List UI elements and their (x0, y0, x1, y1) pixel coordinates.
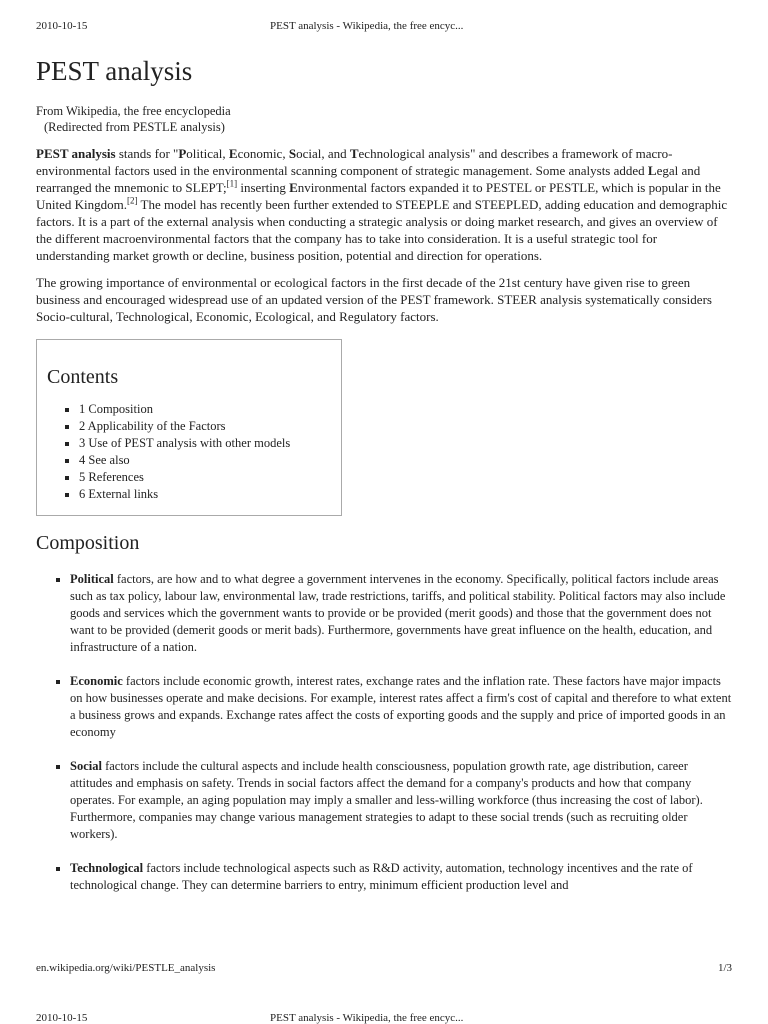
intro-paragraph (36, 145, 732, 264)
intro-text: ocial, and (296, 146, 350, 161)
site-subtitle (36, 103, 732, 135)
list-item (70, 571, 732, 656)
page-title: PEST analysis (36, 56, 193, 86)
factor-term: Social (70, 759, 102, 773)
factor-term: Economic (70, 674, 123, 688)
factor-term: Technological (70, 861, 144, 875)
letter-s: S (288, 146, 297, 161)
factor-term: Political (70, 572, 114, 586)
intro-text: The model has recently been further extended to STEEPLE and STEEPLED, adding education and demographic factors. It is a part of the external analysis when conducting a strategic analysis or doing market research, and gives an overview of the different macroenvironmental factors that the company has to take into consideration. It is a useful strategic tool for understanding market growth or decline, business position, potential and direction for operations. (36, 197, 728, 263)
letter-t: T (349, 146, 359, 161)
composition-list (36, 571, 732, 894)
intro-text: inserting (237, 180, 290, 195)
print-title: PEST analysis - Wikipedia, the free encyc... (270, 20, 464, 32)
second-paragraph: The growing importance of environmental or ecological factors in the first decade of the 21st century have given rise to green business and encouraged widespread use of an updated version of the PEST framework. STEER analysis systematically considers Socio-cultural, Technological, Economic, Ecological, and Regulatory factors. (36, 275, 712, 324)
list-item (70, 673, 732, 741)
intro-text: olitical, (186, 146, 229, 161)
redirect-note: (Redirected from PESTLE analysis) (44, 120, 225, 134)
ref-1-link[interactable]: [1] (226, 178, 238, 189)
ref-2-link[interactable]: [2] (127, 195, 138, 206)
intro-term: PEST analysis (36, 146, 116, 161)
toc-heading: Contents (47, 366, 119, 388)
intro-text: stands for " (115, 146, 179, 161)
toc-item-references[interactable]: ▪ 5 References (79, 469, 341, 486)
factor-text: factors include the cultural aspects and include health consciousness, population growth rate, age distribution, career attitudes and emphasis on safety. Trends in social factors affect the demand for a company's products and how that company operates. For example, an aging population may imply a smaller and less-willing workforce (thus increasing the cost of labor). Furthermore, companies may change various management strategies to adapt to these social trends (such as recruiting older workers). (70, 759, 703, 841)
toc-item-external-links[interactable]: ▪ 6 External links (79, 486, 341, 503)
from-line: From Wikipedia, the free encyclopedia (36, 104, 231, 118)
print-date: 2010-10-15 (36, 20, 88, 32)
letter-p: P (178, 146, 187, 161)
toc-item-see-also[interactable]: ▪ 4 See also (79, 452, 341, 469)
toc-item-applicability[interactable]: ▪ 2 Applicability of the Factors (79, 418, 341, 435)
letter-e: E (228, 146, 238, 161)
list-item (70, 758, 732, 843)
toc-item-other-models[interactable]: ▪ 3 Use of PEST analysis with other models (79, 435, 341, 452)
factor-text: factors include technological aspects such as R&D activity, automation, technology incentives and the rate of technological change. They can determine barriers to entry, minimum efficient production level and (70, 861, 693, 892)
next-print-date: 2010-10-15 (36, 1012, 88, 1024)
intro-text: conomic, (237, 146, 289, 161)
factor-text: factors include economic growth, interest rates, exchange rates and the inflation rate. These factors have major impacts on how businesses operate and make decisions. For example, interest rates affect a firm's cost of capital and therefore to what extent a business grows and expands. Exchange rates affect the costs of exporting goods and the supply and price of imported goods in an economy (70, 674, 732, 739)
next-print-title: PEST analysis - Wikipedia, the free encyc... (270, 1012, 464, 1024)
factor-text: factors, are how and to what degree a government intervenes in the economy. Specifically, political factors include areas such as tax policy, labour law, environmental law, trade restrictions, tariffs, and political stability. Political factors may also include goods and services which the government wants to provide or be provided (merit goods) and those that the government does not want to be provided (demerit goods or merit bads). Furthermore, governments have great influence on the health, education, and infrastructure of a nation. (70, 572, 726, 654)
intro-text: egal and rearranged the mnemonic to SLEPT; (36, 163, 701, 195)
print-url: en.wikipedia.org/wiki/PESTLE_analysis (36, 962, 216, 974)
table-of-contents (36, 339, 342, 516)
letter-l: L (647, 163, 657, 178)
print-page-number: 1/3 (717, 962, 732, 974)
toc-item-composition[interactable]: ▪ 1 Composition (79, 401, 341, 418)
intro-text: nvironmental factors expanded it to PESTEL or PESTLE, which is popular in the United Kingdom. (36, 180, 721, 212)
list-item (70, 860, 732, 894)
toc-list (47, 401, 341, 503)
article (36, 50, 732, 911)
intro-text: echnological analysis" and describes a framework of macro-environmental factors used in the environmental scanning component of strategic management. Some analysts added (36, 146, 673, 178)
section-heading-composition: Composition (36, 532, 140, 554)
letter-e2: E (289, 180, 298, 195)
